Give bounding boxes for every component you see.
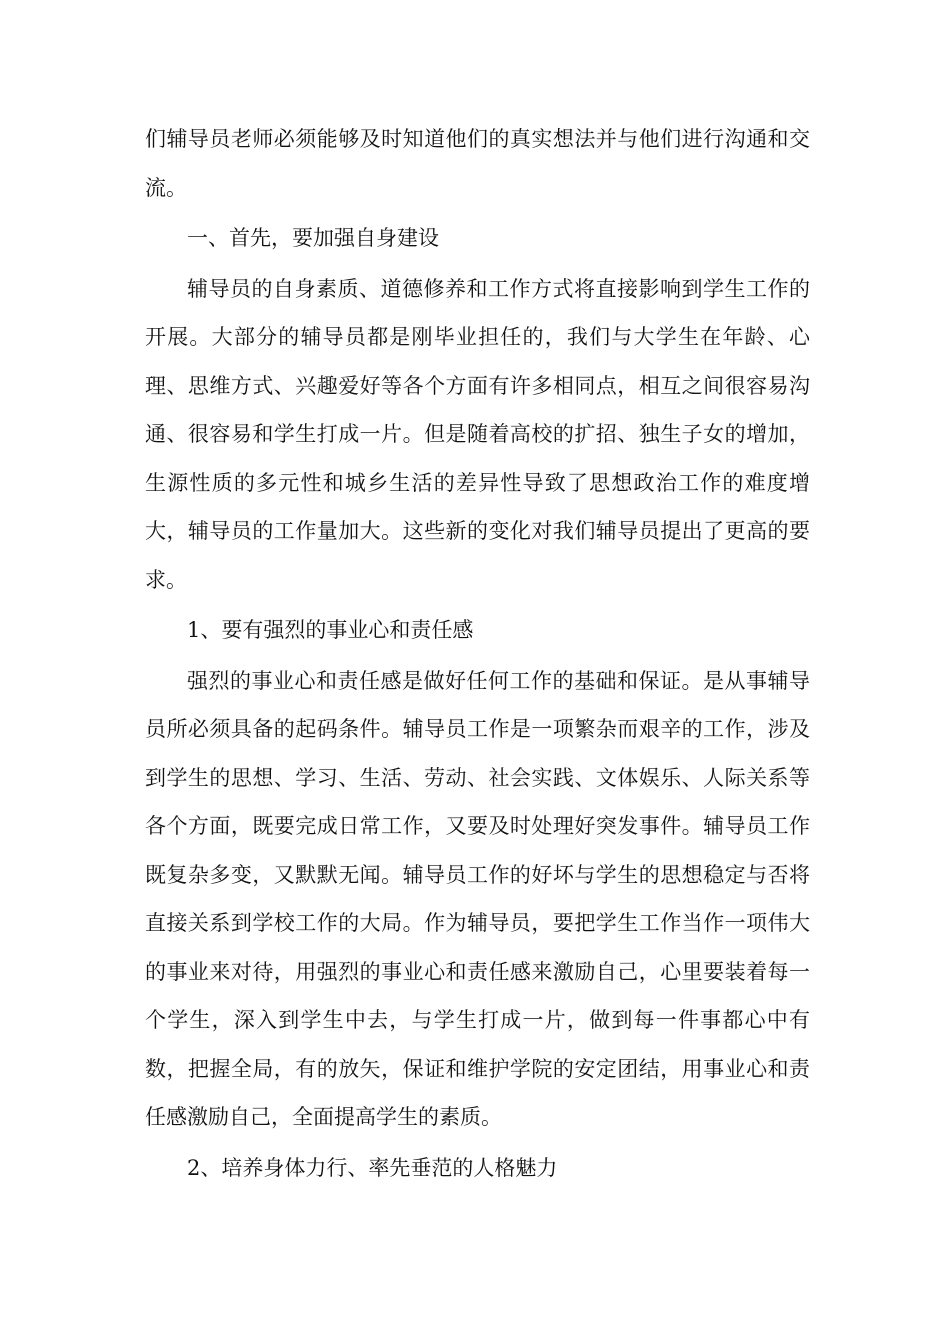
subsection-heading-2: 2、培养身体力行、率先垂范的人格魅力 <box>187 1155 558 1180</box>
document-body <box>145 115 810 1192</box>
paragraph-responsibility: 强烈的事业心和责任感是做好任何工作的基础和保证。是从事辅导员所必须具备的起码条件。辅导员工作是一项繁杂而艰辛的工作，涉及到学生的思想、学习、生活、劳动、社会实践、文体娱乐、人际关系等各个方面，既要完成日常工作，又要及时处理好突发事件。辅导员工作既复杂多变，又默默无闻。辅导员工作的好坏与学生的思想稳定与否将直接关系到学校工作的大局。作为辅导员，要把学生工作当作一项伟大的事业来对待，用强烈的事业心和责任感来激励自己，心里要装着每一个学生，深入到学生中去，与学生打成一片，做到每一件事都心中有数，把握全局，有的放矢，保证和维护学院的安定团结，用事业心和责任感激励自己，全面提高学生的素质。 <box>145 668 810 1129</box>
section-heading-1: 一、首先，要加强自身建设 <box>187 226 439 250</box>
subsection-heading-1: 1、要有强烈的事业心和责任感 <box>187 618 474 642</box>
paragraph-self-building: 辅导员的自身素质、道德修养和工作方式将直接影响到学生工作的开展。大部分的辅导员都是刚毕业担任的，我们与大学生在年龄、心理、思维方式、兴趣爱好等各个方面有许多相同点，相互之间很容易沟通、很容易和学生打成一片。但是随着高校的扩招、独生子女的增加，生源性质的多元性和城乡生活的差异性导致了思想政治工作的难度增大，辅导员的工作量加大。这些新的变化对我们辅导员提出了更高的要求。 <box>145 276 810 592</box>
paragraph-continuation: 们辅导员老师必须能够及时知道他们的真实想法并与他们进行沟通和交流。 <box>145 127 810 200</box>
